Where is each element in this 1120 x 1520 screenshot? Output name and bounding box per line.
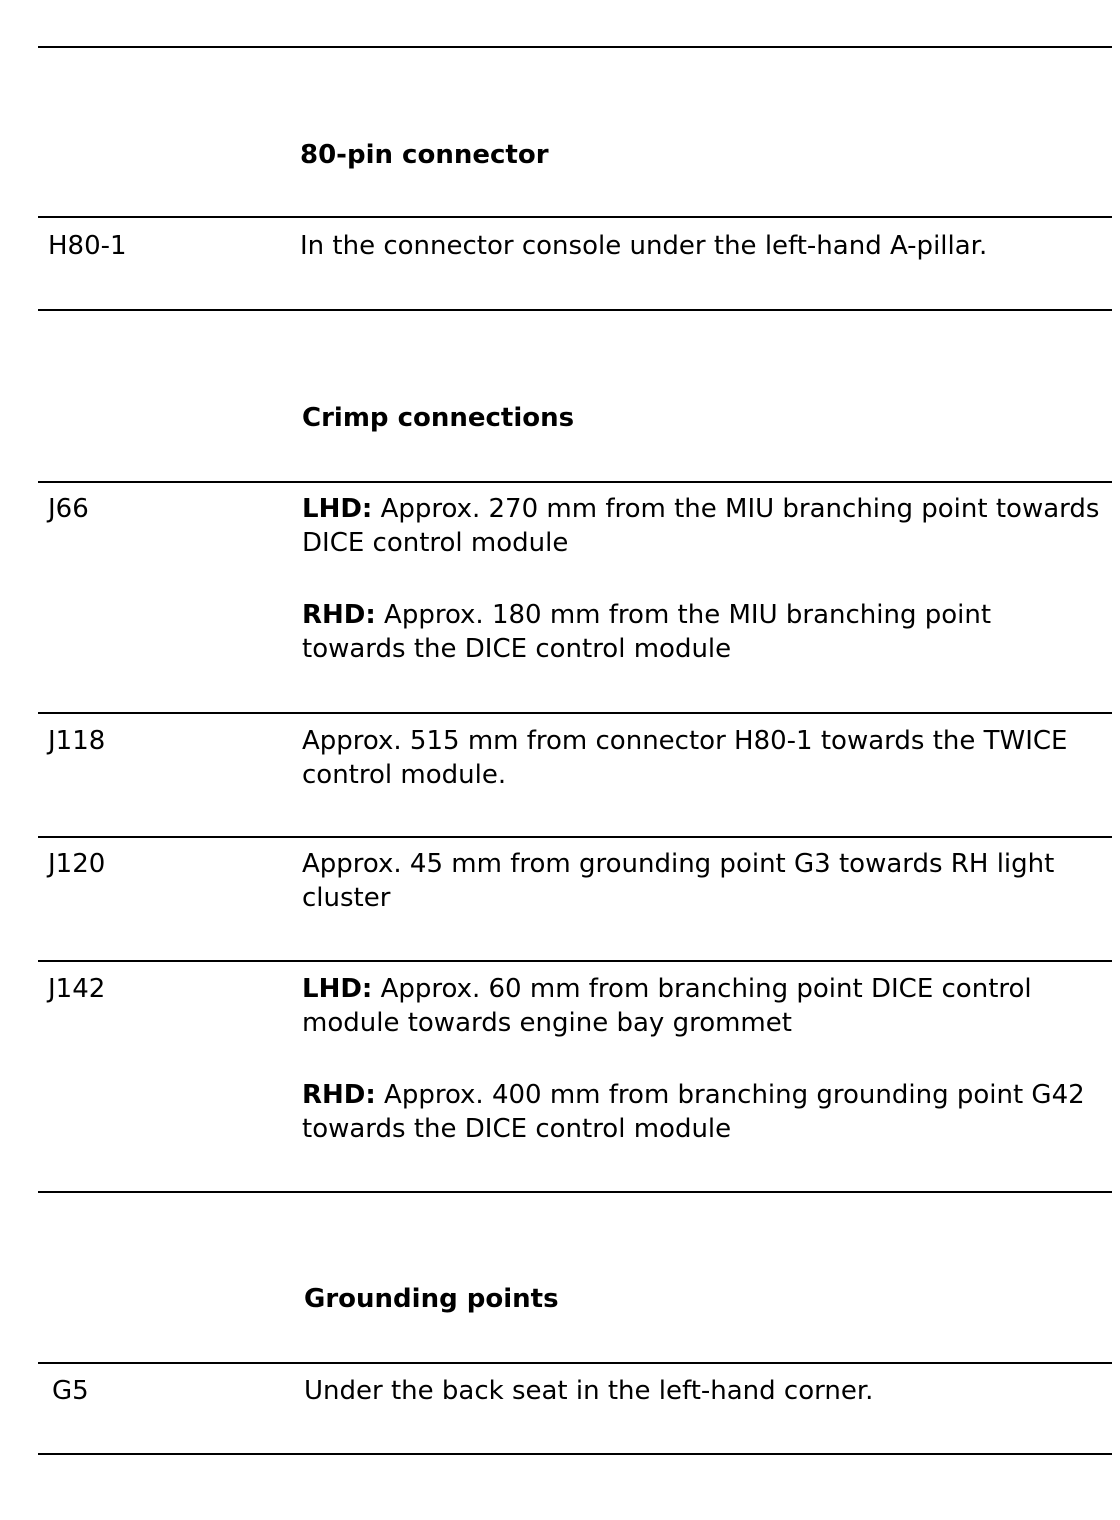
rhd-text: Approx. 180 mm from the MIU branching point towards the DICE control module	[302, 600, 992, 664]
location-description-rhd	[302, 1078, 1102, 1146]
grounding-code-g5: G5	[52, 1376, 89, 1406]
location-description-rhd	[302, 598, 1102, 666]
rhd-text: Approx. 400 mm from branching grounding point G42 towards the DICE control module	[302, 1080, 1085, 1144]
location-description: Under the back seat in the left-hand corner.	[304, 1376, 874, 1406]
connector-code-h80-1: H80-1	[48, 231, 127, 261]
location-description: In the connector console under the left-hand A-pillar.	[300, 231, 988, 261]
rhd-label: RHD:	[302, 600, 376, 630]
divider	[38, 1453, 1112, 1455]
divider	[38, 309, 1112, 311]
section-heading-grounding-points: Grounding points	[304, 1284, 559, 1314]
section-heading-crimp-connections: Crimp connections	[302, 403, 575, 433]
section-heading-80-pin-connector: 80-pin connector	[300, 140, 549, 170]
divider	[38, 481, 1112, 483]
divider	[38, 836, 1112, 838]
divider	[38, 1362, 1112, 1364]
lhd-label: LHD:	[302, 494, 373, 524]
divider	[38, 216, 1112, 218]
location-description-lhd	[302, 492, 1102, 560]
crimp-code-j120: J120	[48, 849, 106, 879]
lhd-text: Approx. 60 mm from branching point DICE control module towards engine bay grommet	[302, 974, 1032, 1038]
location-description: Approx. 45 mm from grounding point G3 towards RH light cluster	[302, 849, 1055, 913]
divider	[38, 46, 1112, 48]
divider	[38, 712, 1112, 714]
rhd-label: RHD:	[302, 1080, 376, 1110]
divider	[38, 960, 1112, 962]
crimp-code-j66: J66	[48, 494, 89, 524]
location-description: Approx. 515 mm from connector H80-1 towards the TWICE control module.	[302, 726, 1068, 790]
location-description-lhd	[302, 972, 1102, 1040]
divider	[38, 1191, 1112, 1193]
lhd-label: LHD:	[302, 974, 373, 1004]
crimp-code-j142: J142	[48, 974, 106, 1004]
crimp-code-j118: J118	[48, 726, 106, 756]
lhd-text: Approx. 270 mm from the MIU branching point towards DICE control module	[302, 494, 1100, 558]
